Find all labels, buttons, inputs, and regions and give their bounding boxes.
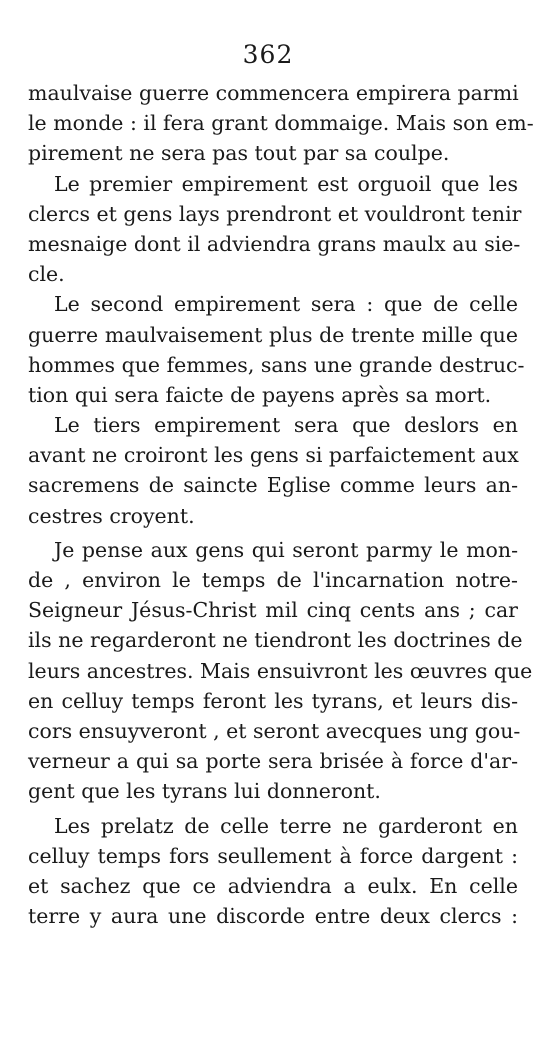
page-number: 362 (242, 40, 294, 69)
text-line: de , environ le temps de l'incarnation notre- (28, 568, 518, 592)
text-line: Seigneur Jésus-Christ mil cinq cents ans ; car (28, 598, 518, 623)
text-line: le monde : il fera grant dommaige. Mais son em- (28, 111, 534, 136)
body-text (28, 78, 534, 931)
text-line: Je pense aux gens qui seront parmy le mon- (54, 537, 518, 562)
text-line: et sachez que ce adviendra a eulx. En celle (28, 873, 518, 898)
text-line: pirement ne sera pas tout par sa coulpe. (28, 141, 450, 166)
text-line: cle. (28, 262, 65, 287)
text-line: terre y aura une discorde entre deux clercs : (28, 904, 518, 929)
paragraph (28, 410, 518, 531)
text-line: ils ne regarderont ne tiendront les doctrines de (28, 628, 523, 653)
text-line: hommes que femmes, sans une grande destruc- (28, 352, 525, 377)
text-line: Les prelatz de celle terre ne garderont en (54, 813, 518, 838)
text-line: tion qui sera faicte de payens après sa mort. (28, 382, 492, 407)
text-line: maulvaise guerre commencera empirera parmi (28, 81, 519, 105)
text-line: Le tiers empirement sera que deslors en (54, 413, 518, 438)
text-line: avant ne croiront les gens si parfaictement aux (28, 443, 519, 468)
paragraph (28, 535, 533, 807)
text-line: cestres croyent. (28, 503, 195, 528)
text-line: en celluy temps feront les tyrans, et leurs dis- (28, 688, 518, 713)
text-line: gent que les tyrans lui donneront. (28, 779, 381, 804)
text-line: verneur a qui sa porte sera brisée à force d'ar- (28, 749, 518, 774)
text-line: celluy temps fors seullement à force dargent : (28, 843, 518, 868)
text-line: clercs et gens lays prendront et vouldront tenir (28, 201, 522, 226)
text-line: Le second empirement sera : que de celle (54, 292, 518, 317)
text-line: leurs ancestres. Mais ensuivront les œuvres que (28, 658, 533, 683)
text-line: Le premier empirement est orguoil que les (54, 171, 518, 196)
paragraph (28, 289, 525, 410)
paragraph (28, 169, 522, 290)
paragraph (28, 811, 518, 932)
paragraph (28, 78, 534, 169)
text-line: cors ensuyveront , et seront avecques ung gou- (28, 718, 521, 743)
text-line: guerre maulvaisement plus de trente mille que (28, 322, 518, 347)
text-line: sacremens de saincte Eglise comme leurs an- (28, 473, 518, 498)
text-line: mesnaige dont il adviendra grans maulx au sie- (28, 231, 521, 256)
